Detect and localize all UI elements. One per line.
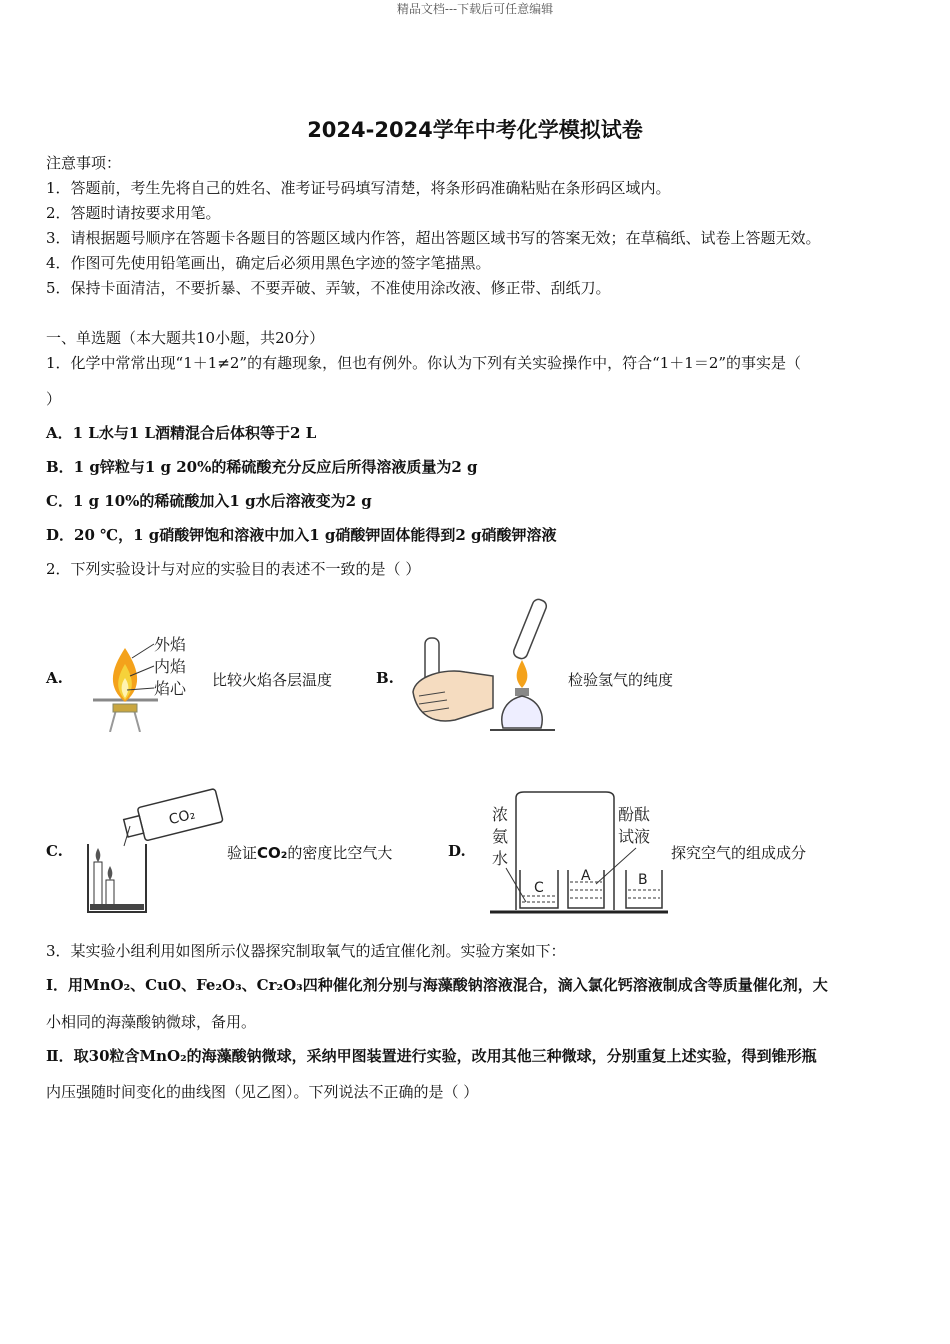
hydrogen-test-figure xyxy=(405,596,560,734)
q2-option-d-letter: D. xyxy=(448,842,466,860)
ammonia-label-3: 水 xyxy=(492,849,509,868)
q2-option-d-caption: 探究空气的组成成分 xyxy=(671,844,807,862)
ammonia-label-2: 氨 xyxy=(492,827,509,846)
q2-stem: 2．下列实验设计与对应的实验目的表述不一致的是（ ） xyxy=(46,560,421,578)
q1-stem: 1．化学中常常出现“1＋1≠2”的有趣现象，但也有例外。你认为下列有关实验操作中，符合“1＋1＝2”的事实是（ xyxy=(46,354,802,372)
flame-label-core: 焰心 xyxy=(154,679,187,698)
ammonia-diffusion-figure xyxy=(486,784,670,918)
notice-item: 2．答题时请按要求用笔。 xyxy=(46,204,221,222)
q3-part2-cont: 内压强随时间变化的曲线图（见乙图）。下列说法不正确的是（ ） xyxy=(46,1083,479,1101)
q2-option-a-caption: 比较火焰各层温度 xyxy=(212,671,333,689)
q1-option-c: C．1 g 10%的稀硫酸加入1 g水后溶液变为2 g xyxy=(46,492,372,510)
ammonia-label-1: 浓 xyxy=(492,805,509,824)
q2-option-c-letter: C. xyxy=(46,842,63,860)
q1-stem-end: ） xyxy=(46,390,62,408)
phenolphthalein-label-1: 酚酞 xyxy=(618,805,651,824)
q2-option-b-caption: 检验氢气的纯度 xyxy=(568,671,674,689)
notice-item: 5．保持卡面清洁，不要折暴、不要弄破、弄皱，不准使用涂改液、修正带、刮纸刀。 xyxy=(46,279,611,297)
q1-option-b: B．1 g锌粒与1 g 20%的稀硫酸充分反应后所得溶液质量为2 g xyxy=(46,458,478,476)
notice-item: 3．请根据题号顺序在答题卡各题目的答题区域内作答，超出答题区域书写的答案无效；在草稿纸、试卷上答题无效。 xyxy=(46,229,821,247)
q1-option-d: D．20 ℃，1 g硝酸钾饱和溶液中加入1 g硝酸钾固体能得到2 g硝酸钾溶液 xyxy=(46,526,557,544)
notice-item: 4．作图可先使用铅笔画出，确定后必须用黑色字迹的签字笔描黑。 xyxy=(46,254,491,272)
co2-formula: CO₂ xyxy=(257,844,288,862)
notice-item: 1．答题前，考生先将自己的姓名、准考证号码填写清楚，将条形码准确粘贴在条形码区域内。 xyxy=(46,179,671,197)
page-header: 精品文档---下载后可任意编辑 xyxy=(396,2,554,16)
co2-density-figure xyxy=(84,786,226,916)
flame-figure xyxy=(88,628,198,732)
q3-part1-cont: 小相同的海藻酸钠微球，备用。 xyxy=(46,1013,257,1031)
caption-post: 的密度比空气大 xyxy=(287,844,393,862)
flame-label-outer: 外焰 xyxy=(154,635,187,654)
q1-option-a: A．1 L水与1 L酒精混合后体积等于2 L xyxy=(46,424,317,442)
co2-bottle-label: CO₂ xyxy=(167,806,197,829)
caption-pre: 验证 xyxy=(227,844,258,862)
q3-stem: 3．某实验小组利用如图所示仪器探究制取氧气的适宜催化剂。实验方案如下： xyxy=(46,942,566,960)
phenolphthalein-label-2: 试液 xyxy=(618,827,651,846)
notice-heading: 注意事项： xyxy=(46,154,122,172)
q2-option-a-letter: A. xyxy=(46,669,63,687)
page-title: 2024-2024学年中考化学模拟试卷 xyxy=(307,118,643,142)
flame-label-inner: 内焰 xyxy=(154,657,187,676)
q2-option-c-caption xyxy=(227,842,392,863)
beaker-c-label: C xyxy=(534,880,544,896)
beaker-a-label: A xyxy=(581,868,591,884)
q2-option-b-letter: B. xyxy=(376,669,394,687)
q3-part1: Ⅰ．用MnO₂、CuO、Fe₂O₃、Cr₂O₃四种催化剂分别与海藻酸钠溶液混合，滴入氯化钙溶液制成含等质量催化剂，大 xyxy=(46,976,828,994)
q3-part2: Ⅱ．取30粒含MnO₂的海藻酸钠微球，采纳甲图装置进行实验，改用其他三种微球，分别重复上述实验，得到锥形瓶 xyxy=(46,1047,817,1065)
beaker-b-label: B xyxy=(638,872,648,888)
section-heading: 一、单选题（本大题共10小题，共20分） xyxy=(46,329,325,347)
